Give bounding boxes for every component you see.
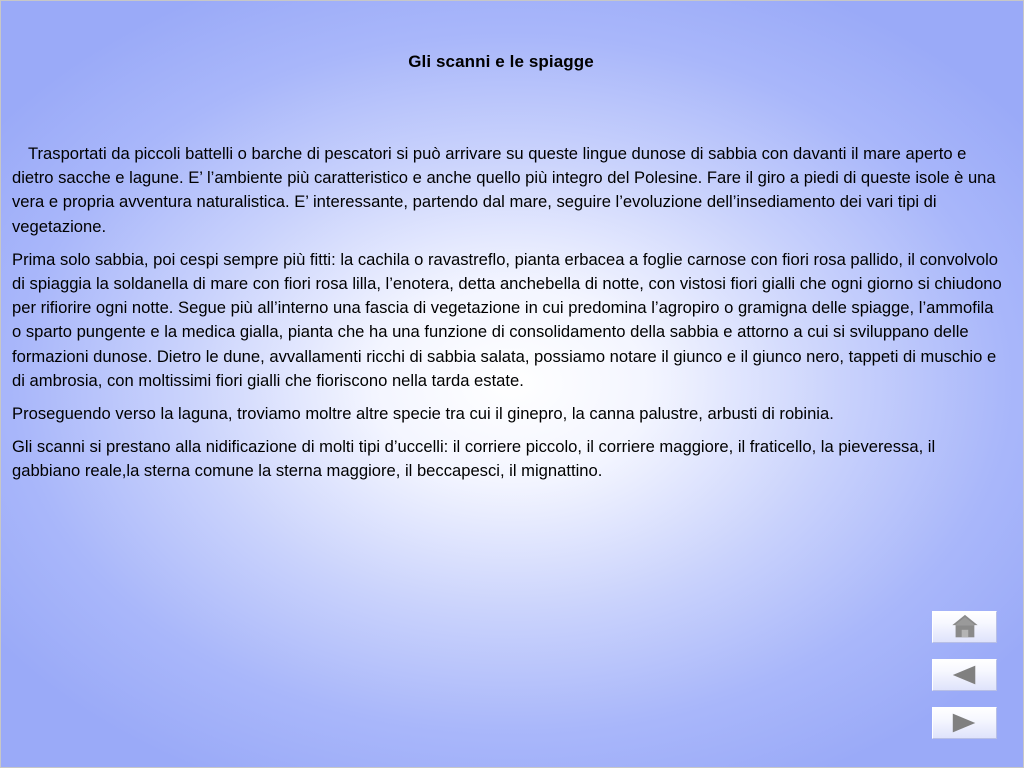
home-icon	[933, 612, 996, 642]
slide-title: Gli scanni e le spiagge	[408, 52, 594, 71]
next-button[interactable]	[932, 707, 997, 739]
paragraph-vegetation: Prima solo sabbia, poi cespi sempre più fitti: la cachila o ravastreflo, pianta erbacea a foglie carnose con fiori rosa pallido, il convolvolo di spiaggia la soldanella di mare con fiori rosa lilla, l’enotera, detta anchebella di notte, con vistosi fiori gialli che ogni giorno si chiudono per rifiorire ogni notte. Segue più all’interno una fascia di vegetazione in cui predomina l’agropiro o gramigna delle spiagge, l’ammofila o sparto pungente e la medica gialla, pianta che ha una funzione di consolidamento della sabbia e attorno a cui si sviluppano delle formazioni dunose. Dietro le dune, avvallamenti ricchi di sabbia salata, possiamo notare il giunco e il giunco nero, tappeti di muschio e di ambrosia, con moltissimi fiori gialli che fioriscono nella tarda estate.	[12, 249, 1002, 390]
triangle-right-icon	[933, 708, 996, 738]
home-button[interactable]	[932, 611, 997, 643]
triangle-left-icon	[933, 660, 996, 690]
paragraph-laguna: Proseguendo verso la laguna, troviamo moltre altre specie tra cui il ginepro, la canna palustre, arbusti di robinia.	[12, 404, 834, 424]
paragraph-intro: Trasportati da piccoli battelli o barche di pescatori si può arrivare su queste lingue dunose di sabbia con davanti il mare aperto e dietro sacche e lagune. E’ l’ambiente più caratteristico e anche quello più integro del Polesine. Fare il giro a piedi di queste isole è una vera e propria avventura naturalistica. E’ interessante, partendo dal mare, seguire l’evoluzione dell’insediamento dei vari tipi di vegetazione.	[12, 144, 996, 236]
back-button[interactable]	[932, 659, 997, 691]
slide-body	[12, 142, 1002, 493]
paragraph-birds: Gli scanni si prestano alla nidificazione di molti tipi d’uccelli: il corriere piccolo, il corriere maggiore, il fraticello, la pieveressa, il gabbiano reale,la sterna comune la sterna maggiore, il beccapesci, il mignattino.	[12, 437, 936, 481]
